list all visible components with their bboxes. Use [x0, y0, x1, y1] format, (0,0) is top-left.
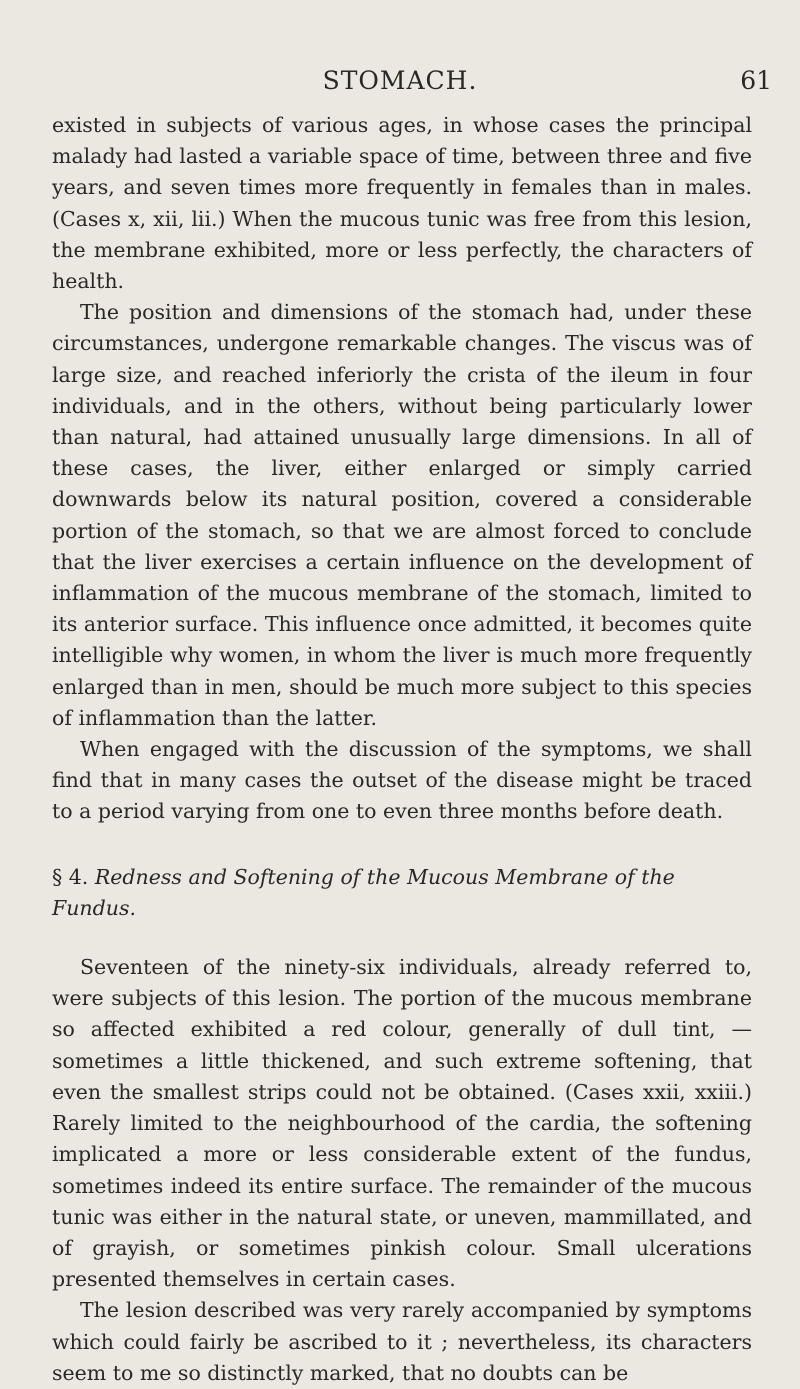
- paragraph-2: The position and dimensions of the stomach had, under these circumstances, undergone remarkable changes. The viscus was of large size, and reached inferiorly the crista of the ileum in four individuals, and in the others, without being particularly lower than natural, had attained unusually large dimensions. In all of these cases, the liver, either enlarged or simply carried downwards below its natural position, covered a considerable portion of the stomach, so that we are almost forced to conclude that the liver exercises a certain influence on the development of inflammation of the mucous membrane of the stomach, limited to its anterior surface. This influence once admitted, it becomes quite intelligible why women, in whom the liver is much more frequently enlarged than in men, should be much more subject to this species of inflammation than the latter.: [52, 300, 752, 730]
- paragraph-4: Seventeen of the ninety-six individuals, already referred to, were subjects of this lesion. The portion of the mucous membrane so affected exhibited a red colour, generally of dull tint, —sometimes a little thickened, and such extreme softening, that even the smallest strips could not be obtained. (Cases xxii, xxiii.) Rarely limited to the neighbourhood of the cardia, the softening implicated a more or less considerable extent of the fundus, sometimes indeed its entire surface. The remainder of the mucous tunic was either in the natural state, or uneven, mammillated, and of grayish, or sometimes pinkish colour. Small ulcerations presented themselves in certain cases.: [52, 955, 752, 1292]
- paragraph-1: existed in subjects of various ages, in whose cases the principal malady had lasted a variable space of time, between three and five years, and seven times more frequently in females than in males. (Cases x, xii, lii.) When the mucous tunic was free from this lesion, the membrane exhibited, more or less perfectly, the characters of health.: [52, 113, 752, 294]
- running-head: [0, 62, 800, 102]
- paragraph-5: The lesion described was very rarely accompanied by symptoms which could fairly be ascribed to it ; nevertheless, its characters seem to me so distinctly marked, that no doubts can be: [52, 1298, 752, 1385]
- section-title: Redness and Softening of the Mucous Membrane of the Fundus.: [52, 864, 675, 920]
- body-text: [52, 110, 752, 1389]
- section-heading: [52, 862, 752, 924]
- paragraph-3: When engaged with the discussion of the symptoms, we shall find that in many cases the outset of the disease might be traced to a period varying from one to even three months before death.: [52, 737, 752, 824]
- section-number: § 4.: [52, 864, 89, 889]
- header-title: STOMACH.: [322, 66, 478, 95]
- page-number: 61: [740, 66, 772, 95]
